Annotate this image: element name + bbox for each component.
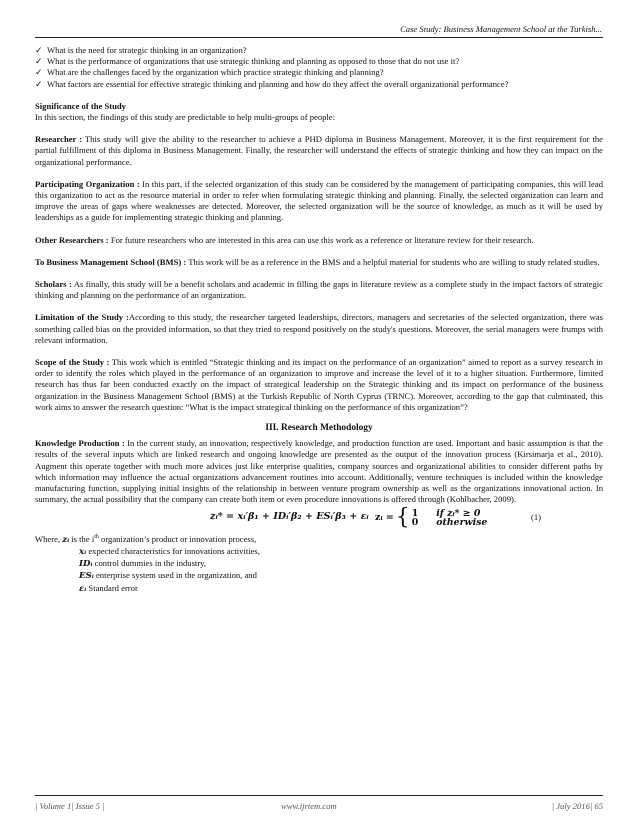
- checkmark-icon: ✓: [35, 45, 43, 55]
- significance-intro: In this section, the findings of this study are predictable to help multi-groups of people:: [35, 112, 336, 123]
- list-item: ✓ What is the need for strategic thinking in an organization?: [35, 45, 247, 55]
- footer-website-link[interactable]: www.ijrtem.com: [281, 801, 337, 811]
- list-item: xᵢ expected characteristics for innovations activities,: [79, 545, 260, 557]
- where-definition: Where, zᵢ is the $i^{th}$ organization’s product or innovation process,: [35, 533, 257, 545]
- list-item: ✓ What is the performance of organizations that use strategic thinking and planning as opposed to those that do not use it?: [35, 56, 460, 67]
- header-rule: [35, 37, 603, 38]
- brace-symbol: {: [395, 504, 410, 530]
- page-content: [35, 42, 603, 595]
- equation-cases: 1 if zᵢ* ≥ 0 0 otherwise: [411, 507, 488, 528]
- paragraph-researcher: Researcher : This study will give the ability to the researcher to achieve a PHD diploma in Business Management. Moreover, it is the first requirement for the partial fulfillment of this diploma in Business Management. Finally, the researcher will understand the effects of strategic thinking and how they can impact on the organizational performance.: [35, 134, 603, 167]
- checkmark-icon: ✓: [35, 78, 43, 89]
- research-questions-list: [35, 45, 603, 90]
- equation-indicator: zᵢ = { 1 if zᵢ* ≥ 0 0 otherwise: [375, 504, 488, 530]
- list-item: ✓ What are the challenges faced by the organization which practice strategic thinking and planning?: [35, 67, 384, 78]
- paragraph-limitation: Limitation of the Study :According to this study, the researcher targeted leaderships, directors, managers and secretaries of the selected organization, there was something called bias on the provided information, so that they tried to respond positively on the study's questions. Moreover, the serial managers were frumps with relevant information.: [35, 312, 604, 345]
- paragraph-knowledge-production: Knowledge Production : In the current study, an innovation, respectively knowledge, and production function are used. Important and basic assumption is that the results of the several inputs which are linked research and ongoing knowledge are presented as the output of the innovation process (Kirsimarja et al., 2010). Augment this operate together with much more advices just like enterprise qualities, company sources and organizational abilities to consider different paths by which information may influence the actual organizations advancement routines into account. Additionally, venture techniques is included within the knowledge manufacturing function, supplying initial insights of the relationship in between venture program ownership as well as the organizations innovational action. In summary, the actual possibility that the company can create both item or even procedure innovations is offered through (Kohlbacher, 2009).: [35, 438, 603, 505]
- paragraph-scholars: Scholars : As finally, this study will be a benefit scholars and academic in filling the gaps in literature review as a complete study in the impact factors of strategic thinking and planning on the performance of an organization.: [35, 279, 603, 301]
- equation-number: (1): [530, 511, 541, 522]
- paragraph-participating-organization: Participating Organization : In this part, if the selected organization of this study can be considered by the management of participating companies, this will lead this organization to act as the resource material in order to refer when formulating strategic thinking and planning. Finally, the selected organization can learn and improve the areas of gaps where weaknesses are detected. Moreover, the selected organization will be the source of knowledge, as much as it will be used by leaderships as a guide for implementing strategic thinking and planning.: [35, 178, 603, 223]
- section-heading-research-methodology: III. Research Methodology: [265, 423, 373, 434]
- list-item: εᵢ Standard error: [79, 582, 138, 594]
- paragraph-other-researchers: Other Researchers : For future researchers who are interested in this area can use this work as a reference or literature review for their research.: [35, 234, 534, 245]
- paragraph-bms: To Business Management School (BMS) : This work will be as a reference in the BMS and a helpful material for students who are willing to study related studies.: [35, 256, 600, 267]
- footer-rule: [35, 795, 603, 796]
- equation-block: [35, 504, 603, 530]
- list-item: IDᵢ control dummies in the industry,: [79, 557, 207, 569]
- checkmark-icon: ✓: [35, 56, 43, 67]
- significance-title: Significance of the Study: [35, 100, 126, 111]
- running-header: Case Study: Business Management School at the Turkish...: [400, 24, 602, 34]
- footer-date-page: | July 2016| 65: [551, 801, 603, 811]
- checkmark-icon: ✓: [35, 67, 43, 78]
- footer-volume-issue: | Volume 1| Issue 5 |: [35, 801, 105, 811]
- equation-latent: zᵢ* = xᵢ′β₁ + IDᵢ′β₂ + ESᵢ′β₃ + εᵢ: [210, 510, 369, 522]
- list-item: ✓ What factors are essential for effective strategic thinking and planning and how do they affect the overall organizational performance?: [35, 78, 509, 89]
- variable-definitions: [79, 546, 603, 596]
- paragraph-scope: Scope of the Study : This work which is entitled “Strategic thinking and its impact on the performance of an organization” aimed to report as a survey research in order to identify the roles which played in the performance of an organization to improve and increase the level of it to a higher situation. Furthermore, limited research has thus far been conducted exactly on the impact of strategical leadership on the Strategic thinking and its impact on performance of the business organization in the Business Management School (BMS) at the Turkish Republic of North Cyprus (TRNC). Moreover, according to the gap that culminated, this work aims to answer the research question: “What is the impact strategical thinking on the performance of this organization”?: [35, 357, 603, 412]
- list-item: ESᵢ enterprise system used in the organization, and: [79, 570, 257, 582]
